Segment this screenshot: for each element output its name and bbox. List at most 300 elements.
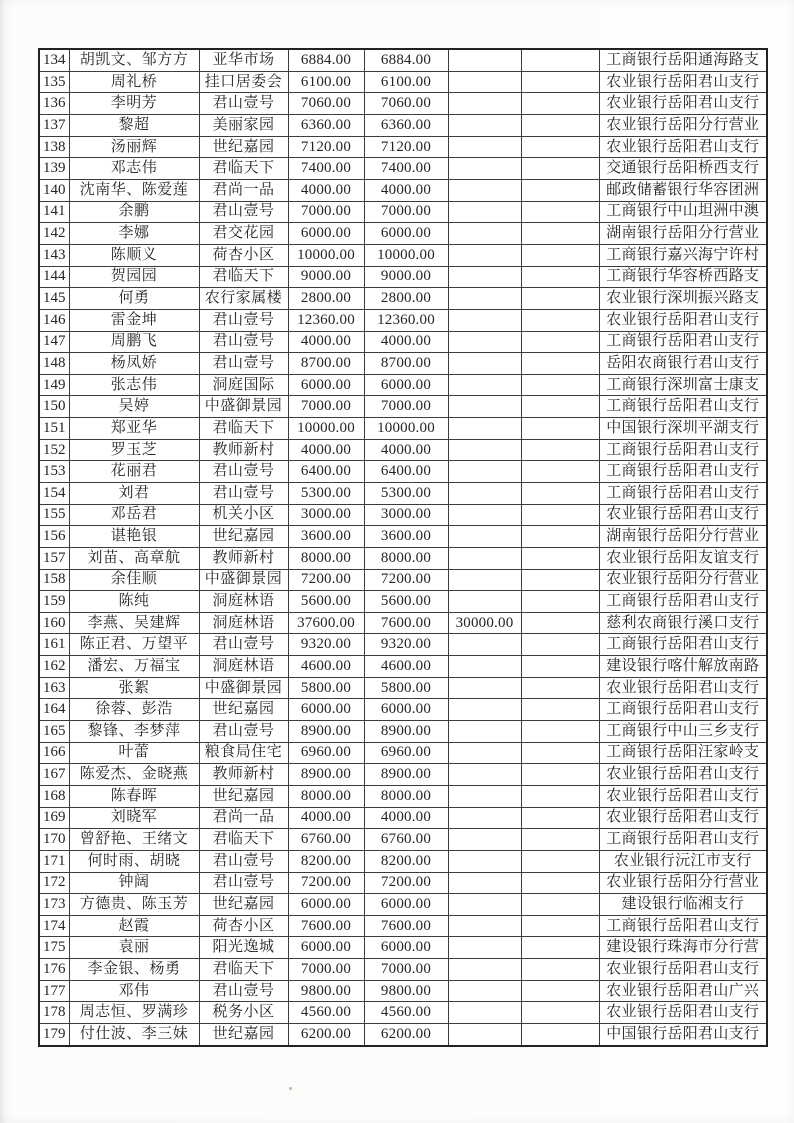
blank-cell — [521, 959, 599, 981]
amount-paid-cell: 8000.00 — [364, 785, 448, 807]
amount-extra-cell: 30000.00 — [448, 612, 521, 634]
blank-cell — [521, 872, 599, 894]
row-number-cell: 156 — [39, 526, 69, 548]
name-cell: 黎锋、李梦萍 — [69, 721, 199, 743]
table-row — [39, 807, 767, 829]
amount-paid-cell: 5800.00 — [364, 677, 448, 699]
amount-paid-cell: 7120.00 — [364, 136, 448, 158]
bank-branch-cell: 工商银行岳阳君山支行 — [599, 829, 767, 851]
name-cell: 叶蕾 — [69, 742, 199, 764]
amount-paid-cell: 6100.00 — [364, 71, 448, 93]
blank-cell — [521, 201, 599, 223]
amount-extra-cell — [448, 634, 521, 656]
bank-branch-cell: 农业银行岳阳君山支行 — [599, 959, 767, 981]
amount-total-cell: 7200.00 — [288, 872, 364, 894]
amount-total-cell: 7000.00 — [288, 201, 364, 223]
community-cell: 亚华市场 — [199, 49, 288, 71]
community-cell: 阳光逸城 — [199, 937, 288, 959]
row-number-cell: 144 — [39, 266, 69, 288]
row-number-cell: 147 — [39, 331, 69, 353]
table-row — [39, 764, 767, 786]
amount-total-cell: 6000.00 — [288, 374, 364, 396]
amount-paid-cell: 10000.00 — [364, 418, 448, 440]
amount-paid-cell: 6000.00 — [364, 374, 448, 396]
amount-total-cell: 7400.00 — [288, 158, 364, 180]
amount-paid-cell: 4560.00 — [364, 1002, 448, 1024]
bank-branch-cell: 工商银行岳阳君山支行 — [599, 439, 767, 461]
community-cell: 世纪嘉园 — [199, 894, 288, 916]
community-cell: 君尚一品 — [199, 180, 288, 202]
name-cell: 余佳顺 — [69, 569, 199, 591]
community-cell: 君山壹号 — [199, 309, 288, 331]
amount-total-cell: 8000.00 — [288, 785, 364, 807]
amount-extra-cell — [448, 418, 521, 440]
amount-extra-cell — [448, 742, 521, 764]
amount-total-cell: 6000.00 — [288, 894, 364, 916]
table-row — [39, 850, 767, 872]
amount-paid-cell: 12360.00 — [364, 309, 448, 331]
table-row — [39, 721, 767, 743]
amount-extra-cell — [448, 569, 521, 591]
row-number-cell: 138 — [39, 136, 69, 158]
bank-branch-cell: 农业银行岳阳君山支行 — [599, 136, 767, 158]
amount-total-cell: 7000.00 — [288, 959, 364, 981]
name-cell: 周鹏飞 — [69, 331, 199, 353]
amount-extra-cell — [448, 872, 521, 894]
community-cell: 美丽家园 — [199, 115, 288, 137]
amount-total-cell: 7000.00 — [288, 396, 364, 418]
bank-branch-cell: 农业银行沅江市支行 — [599, 850, 767, 872]
bank-branch-cell: 农业银行岳阳友谊支行 — [599, 547, 767, 569]
bank-branch-cell: 农业银行岳阳君山支行 — [599, 785, 767, 807]
row-number-cell: 145 — [39, 288, 69, 310]
name-cell: 张志伟 — [69, 374, 199, 396]
bank-branch-cell: 农业银行岳阳君山支行 — [599, 764, 767, 786]
blank-cell — [521, 288, 599, 310]
row-number-cell: 155 — [39, 504, 69, 526]
amount-extra-cell — [448, 93, 521, 115]
name-cell: 付仕波、李三妹 — [69, 1024, 199, 1047]
bank-branch-cell: 建设银行喀什解放南路 — [599, 656, 767, 678]
row-number-cell: 174 — [39, 915, 69, 937]
bank-branch-cell: 湖南银行岳阳分行营业 — [599, 223, 767, 245]
blank-cell — [521, 915, 599, 937]
amount-total-cell: 6884.00 — [288, 49, 364, 71]
amount-total-cell: 4560.00 — [288, 1002, 364, 1024]
amount-extra-cell — [448, 309, 521, 331]
community-cell: 君尚一品 — [199, 807, 288, 829]
name-cell: 徐蓉、彭浩 — [69, 699, 199, 721]
row-number-cell: 159 — [39, 591, 69, 613]
amount-total-cell: 4600.00 — [288, 656, 364, 678]
amount-paid-cell: 4000.00 — [364, 807, 448, 829]
name-cell: 周礼桥 — [69, 71, 199, 93]
blank-cell — [521, 829, 599, 851]
amount-paid-cell: 6884.00 — [364, 49, 448, 71]
amount-extra-cell — [448, 396, 521, 418]
name-cell: 潘宏、万福宝 — [69, 656, 199, 678]
name-cell: 汤丽辉 — [69, 136, 199, 158]
community-cell: 中盛御景园 — [199, 677, 288, 699]
name-cell: 陈纯 — [69, 591, 199, 613]
blank-cell — [521, 353, 599, 375]
table-row — [39, 785, 767, 807]
table-row — [39, 93, 767, 115]
amount-extra-cell — [448, 266, 521, 288]
table-row — [39, 136, 767, 158]
name-cell: 李燕、吴建辉 — [69, 612, 199, 634]
amount-extra-cell — [448, 180, 521, 202]
blank-cell — [521, 894, 599, 916]
blank-cell — [521, 396, 599, 418]
community-cell: 机关小区 — [199, 504, 288, 526]
bank-branch-cell: 工商银行岳阳君山支行 — [599, 699, 767, 721]
row-number-cell: 160 — [39, 612, 69, 634]
community-cell: 君山壹号 — [199, 482, 288, 504]
amount-paid-cell: 9320.00 — [364, 634, 448, 656]
amount-paid-cell: 8000.00 — [364, 547, 448, 569]
community-cell: 世纪嘉园 — [199, 1024, 288, 1047]
amount-total-cell: 8000.00 — [288, 547, 364, 569]
blank-cell — [521, 461, 599, 483]
table-row — [39, 569, 767, 591]
bank-branch-cell: 农业银行岳阳君山广兴 — [599, 980, 767, 1002]
row-number-cell: 171 — [39, 850, 69, 872]
name-cell: 沈南华、陈爱莲 — [69, 180, 199, 202]
table-row — [39, 353, 767, 375]
amount-total-cell: 8700.00 — [288, 353, 364, 375]
bank-branch-cell: 交通银行岳阳桥西支行 — [599, 158, 767, 180]
amount-total-cell: 7120.00 — [288, 136, 364, 158]
amount-extra-cell — [448, 807, 521, 829]
amount-paid-cell: 5300.00 — [364, 482, 448, 504]
amount-total-cell: 4000.00 — [288, 331, 364, 353]
amount-paid-cell: 8700.00 — [364, 353, 448, 375]
table-body — [39, 49, 767, 1046]
name-cell: 何时雨、胡晓 — [69, 850, 199, 872]
blank-cell — [521, 223, 599, 245]
table-row — [39, 374, 767, 396]
community-cell: 君山壹号 — [199, 634, 288, 656]
row-number-cell: 173 — [39, 894, 69, 916]
bank-branch-cell: 农业银行岳阳分行营业 — [599, 872, 767, 894]
row-number-cell: 148 — [39, 353, 69, 375]
amount-extra-cell — [448, 504, 521, 526]
row-number-cell: 166 — [39, 742, 69, 764]
bank-branch-cell: 中国银行岳阳君山支行 — [599, 1024, 767, 1047]
table-row — [39, 591, 767, 613]
amount-extra-cell — [448, 1002, 521, 1024]
row-number-cell: 161 — [39, 634, 69, 656]
bank-branch-cell: 工商银行岳阳君山支行 — [599, 591, 767, 613]
table-row — [39, 418, 767, 440]
row-number-cell: 167 — [39, 764, 69, 786]
amount-paid-cell: 6000.00 — [364, 223, 448, 245]
bank-branch-cell: 岳阳农商银行君山支行 — [599, 353, 767, 375]
name-cell: 何勇 — [69, 288, 199, 310]
table-row — [39, 266, 767, 288]
amount-paid-cell: 7000.00 — [364, 959, 448, 981]
table-row — [39, 1024, 767, 1047]
amount-paid-cell: 4600.00 — [364, 656, 448, 678]
bank-branch-cell: 农业银行岳阳君山支行 — [599, 677, 767, 699]
name-cell: 刘君 — [69, 482, 199, 504]
amount-paid-cell: 7000.00 — [364, 396, 448, 418]
row-number-cell: 170 — [39, 829, 69, 851]
row-number-cell: 168 — [39, 785, 69, 807]
table-row — [39, 677, 767, 699]
amount-extra-cell — [448, 547, 521, 569]
amount-total-cell: 3600.00 — [288, 526, 364, 548]
table-row — [39, 872, 767, 894]
amount-paid-cell: 4000.00 — [364, 180, 448, 202]
community-cell: 君山壹号 — [199, 980, 288, 1002]
amount-total-cell: 6400.00 — [288, 461, 364, 483]
amount-paid-cell: 6000.00 — [364, 937, 448, 959]
name-cell: 吴婷 — [69, 396, 199, 418]
amount-total-cell: 6100.00 — [288, 71, 364, 93]
amount-total-cell: 5300.00 — [288, 482, 364, 504]
table-row — [39, 1002, 767, 1024]
bank-branch-cell: 工商银行岳阳君山支行 — [599, 482, 767, 504]
bank-branch-cell: 工商银行岳阳君山支行 — [599, 331, 767, 353]
table-row — [39, 180, 767, 202]
name-cell: 张絮 — [69, 677, 199, 699]
name-cell: 余鹏 — [69, 201, 199, 223]
amount-extra-cell — [448, 1024, 521, 1047]
table-row — [39, 482, 767, 504]
amount-paid-cell: 6000.00 — [364, 699, 448, 721]
blank-cell — [521, 93, 599, 115]
amount-extra-cell — [448, 850, 521, 872]
amount-total-cell: 9320.00 — [288, 634, 364, 656]
table-row — [39, 461, 767, 483]
amount-extra-cell — [448, 136, 521, 158]
blank-cell — [521, 547, 599, 569]
name-cell: 陈正君、万望平 — [69, 634, 199, 656]
amount-extra-cell — [448, 829, 521, 851]
row-number-cell: 175 — [39, 937, 69, 959]
name-cell: 陈春晖 — [69, 785, 199, 807]
community-cell: 荷杏小区 — [199, 915, 288, 937]
amount-extra-cell — [448, 980, 521, 1002]
community-cell: 税务小区 — [199, 1002, 288, 1024]
bank-branch-cell: 工商银行嘉兴海宁许村 — [599, 244, 767, 266]
amount-total-cell: 7600.00 — [288, 915, 364, 937]
community-cell: 洞庭国际 — [199, 374, 288, 396]
bank-branch-cell: 湖南银行岳阳分行营业 — [599, 526, 767, 548]
amount-paid-cell: 4000.00 — [364, 439, 448, 461]
table-row — [39, 201, 767, 223]
amount-paid-cell: 8900.00 — [364, 721, 448, 743]
blank-cell — [521, 1024, 599, 1047]
community-cell: 君山壹号 — [199, 353, 288, 375]
amount-total-cell: 8900.00 — [288, 764, 364, 786]
amount-total-cell: 6760.00 — [288, 829, 364, 851]
table-row — [39, 504, 767, 526]
bank-branch-cell: 邮政储蓄银行华容团洲 — [599, 180, 767, 202]
name-cell: 雷金坤 — [69, 309, 199, 331]
blank-cell — [521, 937, 599, 959]
amount-paid-cell: 8200.00 — [364, 850, 448, 872]
amount-total-cell: 4000.00 — [288, 439, 364, 461]
blank-cell — [521, 785, 599, 807]
blank-cell — [521, 764, 599, 786]
amount-total-cell: 6000.00 — [288, 223, 364, 245]
table-row — [39, 49, 767, 71]
table-row — [39, 980, 767, 1002]
name-cell: 赵霞 — [69, 915, 199, 937]
payment-table — [38, 48, 768, 1047]
amount-extra-cell — [448, 677, 521, 699]
amount-paid-cell: 7600.00 — [364, 612, 448, 634]
table-row — [39, 526, 767, 548]
table-row — [39, 699, 767, 721]
blank-cell — [521, 136, 599, 158]
blank-cell — [521, 850, 599, 872]
blank-cell — [521, 504, 599, 526]
community-cell: 世纪嘉园 — [199, 785, 288, 807]
blank-cell — [521, 742, 599, 764]
name-cell: 贺园园 — [69, 266, 199, 288]
blank-cell — [521, 374, 599, 396]
table-row — [39, 547, 767, 569]
community-cell: 教师新村 — [199, 547, 288, 569]
blank-cell — [521, 526, 599, 548]
community-cell: 粮食局住宅 — [199, 742, 288, 764]
bank-branch-cell: 建设银行临湘支行 — [599, 894, 767, 916]
amount-total-cell: 8200.00 — [288, 850, 364, 872]
community-cell: 教师新村 — [199, 764, 288, 786]
table-row — [39, 829, 767, 851]
row-number-cell: 163 — [39, 677, 69, 699]
row-number-cell: 135 — [39, 71, 69, 93]
amount-paid-cell: 6200.00 — [364, 1024, 448, 1047]
amount-total-cell: 12360.00 — [288, 309, 364, 331]
row-number-cell: 165 — [39, 721, 69, 743]
amount-paid-cell: 5600.00 — [364, 591, 448, 613]
row-number-cell: 139 — [39, 158, 69, 180]
community-cell: 农行家属楼 — [199, 288, 288, 310]
bank-branch-cell: 慈利农商银行溪口支行 — [599, 612, 767, 634]
amount-paid-cell: 7060.00 — [364, 93, 448, 115]
table-row — [39, 612, 767, 634]
blank-cell — [521, 244, 599, 266]
community-cell: 洞庭林语 — [199, 612, 288, 634]
community-cell: 君交花园 — [199, 223, 288, 245]
name-cell: 刘苗、高章航 — [69, 547, 199, 569]
table-row — [39, 309, 767, 331]
amount-total-cell: 7060.00 — [288, 93, 364, 115]
bank-branch-cell: 农业银行岳阳君山支行 — [599, 1002, 767, 1024]
community-cell: 君山壹号 — [199, 850, 288, 872]
table-row — [39, 656, 767, 678]
amount-extra-cell — [448, 785, 521, 807]
blank-cell — [521, 699, 599, 721]
row-number-cell: 151 — [39, 418, 69, 440]
amount-total-cell: 5800.00 — [288, 677, 364, 699]
amount-paid-cell: 8900.00 — [364, 764, 448, 786]
name-cell: 刘晓军 — [69, 807, 199, 829]
bank-branch-cell: 工商银行中山三乡支行 — [599, 721, 767, 743]
amount-extra-cell — [448, 223, 521, 245]
blank-cell — [521, 634, 599, 656]
blank-cell — [521, 71, 599, 93]
bank-branch-cell: 工商银行岳阳君山支行 — [599, 461, 767, 483]
amount-paid-cell: 9800.00 — [364, 980, 448, 1002]
table-row — [39, 396, 767, 418]
bank-branch-cell: 农业银行岳阳分行营业 — [599, 569, 767, 591]
bank-branch-cell: 工商银行岳阳通海路支 — [599, 49, 767, 71]
name-cell: 李金银、杨勇 — [69, 959, 199, 981]
bank-branch-cell: 农业银行岳阳君山支行 — [599, 504, 767, 526]
amount-extra-cell — [448, 201, 521, 223]
table-row — [39, 331, 767, 353]
name-cell: 陈爱杰、金晓燕 — [69, 764, 199, 786]
blank-cell — [521, 115, 599, 137]
amount-total-cell: 6200.00 — [288, 1024, 364, 1047]
amount-paid-cell: 6000.00 — [364, 894, 448, 916]
table-row — [39, 244, 767, 266]
row-number-cell: 141 — [39, 201, 69, 223]
bank-branch-cell: 工商银行深圳富士康支 — [599, 374, 767, 396]
community-cell: 荷杏小区 — [199, 244, 288, 266]
row-number-cell: 162 — [39, 656, 69, 678]
blank-cell — [521, 331, 599, 353]
row-number-cell: 134 — [39, 49, 69, 71]
community-cell: 君山壹号 — [199, 721, 288, 743]
table-row — [39, 71, 767, 93]
table-row — [39, 158, 767, 180]
amount-paid-cell: 7200.00 — [364, 569, 448, 591]
amount-extra-cell — [448, 699, 521, 721]
amount-paid-cell: 2800.00 — [364, 288, 448, 310]
name-cell: 黎超 — [69, 115, 199, 137]
bank-branch-cell: 工商银行中山坦洲中澳 — [599, 201, 767, 223]
amount-extra-cell — [448, 937, 521, 959]
bank-branch-cell: 建设银行珠海市分行营 — [599, 937, 767, 959]
amount-total-cell: 3000.00 — [288, 504, 364, 526]
name-cell: 邓伟 — [69, 980, 199, 1002]
row-number-cell: 172 — [39, 872, 69, 894]
amount-extra-cell — [448, 764, 521, 786]
bank-branch-cell: 工商银行岳阳君山支行 — [599, 634, 767, 656]
community-cell: 君山壹号 — [199, 461, 288, 483]
name-cell: 邓志伟 — [69, 158, 199, 180]
row-number-cell: 152 — [39, 439, 69, 461]
community-cell: 世纪嘉园 — [199, 699, 288, 721]
row-number-cell: 150 — [39, 396, 69, 418]
amount-paid-cell: 7200.00 — [364, 872, 448, 894]
blank-cell — [521, 482, 599, 504]
name-cell: 李娜 — [69, 223, 199, 245]
amount-paid-cell: 9000.00 — [364, 266, 448, 288]
community-cell: 中盛御景园 — [199, 396, 288, 418]
community-cell: 君山壹号 — [199, 93, 288, 115]
row-number-cell: 153 — [39, 461, 69, 483]
amount-total-cell: 4000.00 — [288, 807, 364, 829]
amount-total-cell: 6000.00 — [288, 699, 364, 721]
amount-paid-cell: 6760.00 — [364, 829, 448, 851]
blank-cell — [521, 158, 599, 180]
table-row — [39, 894, 767, 916]
name-cell: 曾舒艳、王绪文 — [69, 829, 199, 851]
amount-paid-cell: 3600.00 — [364, 526, 448, 548]
amount-extra-cell — [448, 288, 521, 310]
amount-extra-cell — [448, 591, 521, 613]
row-number-cell: 157 — [39, 547, 69, 569]
amount-paid-cell: 7400.00 — [364, 158, 448, 180]
